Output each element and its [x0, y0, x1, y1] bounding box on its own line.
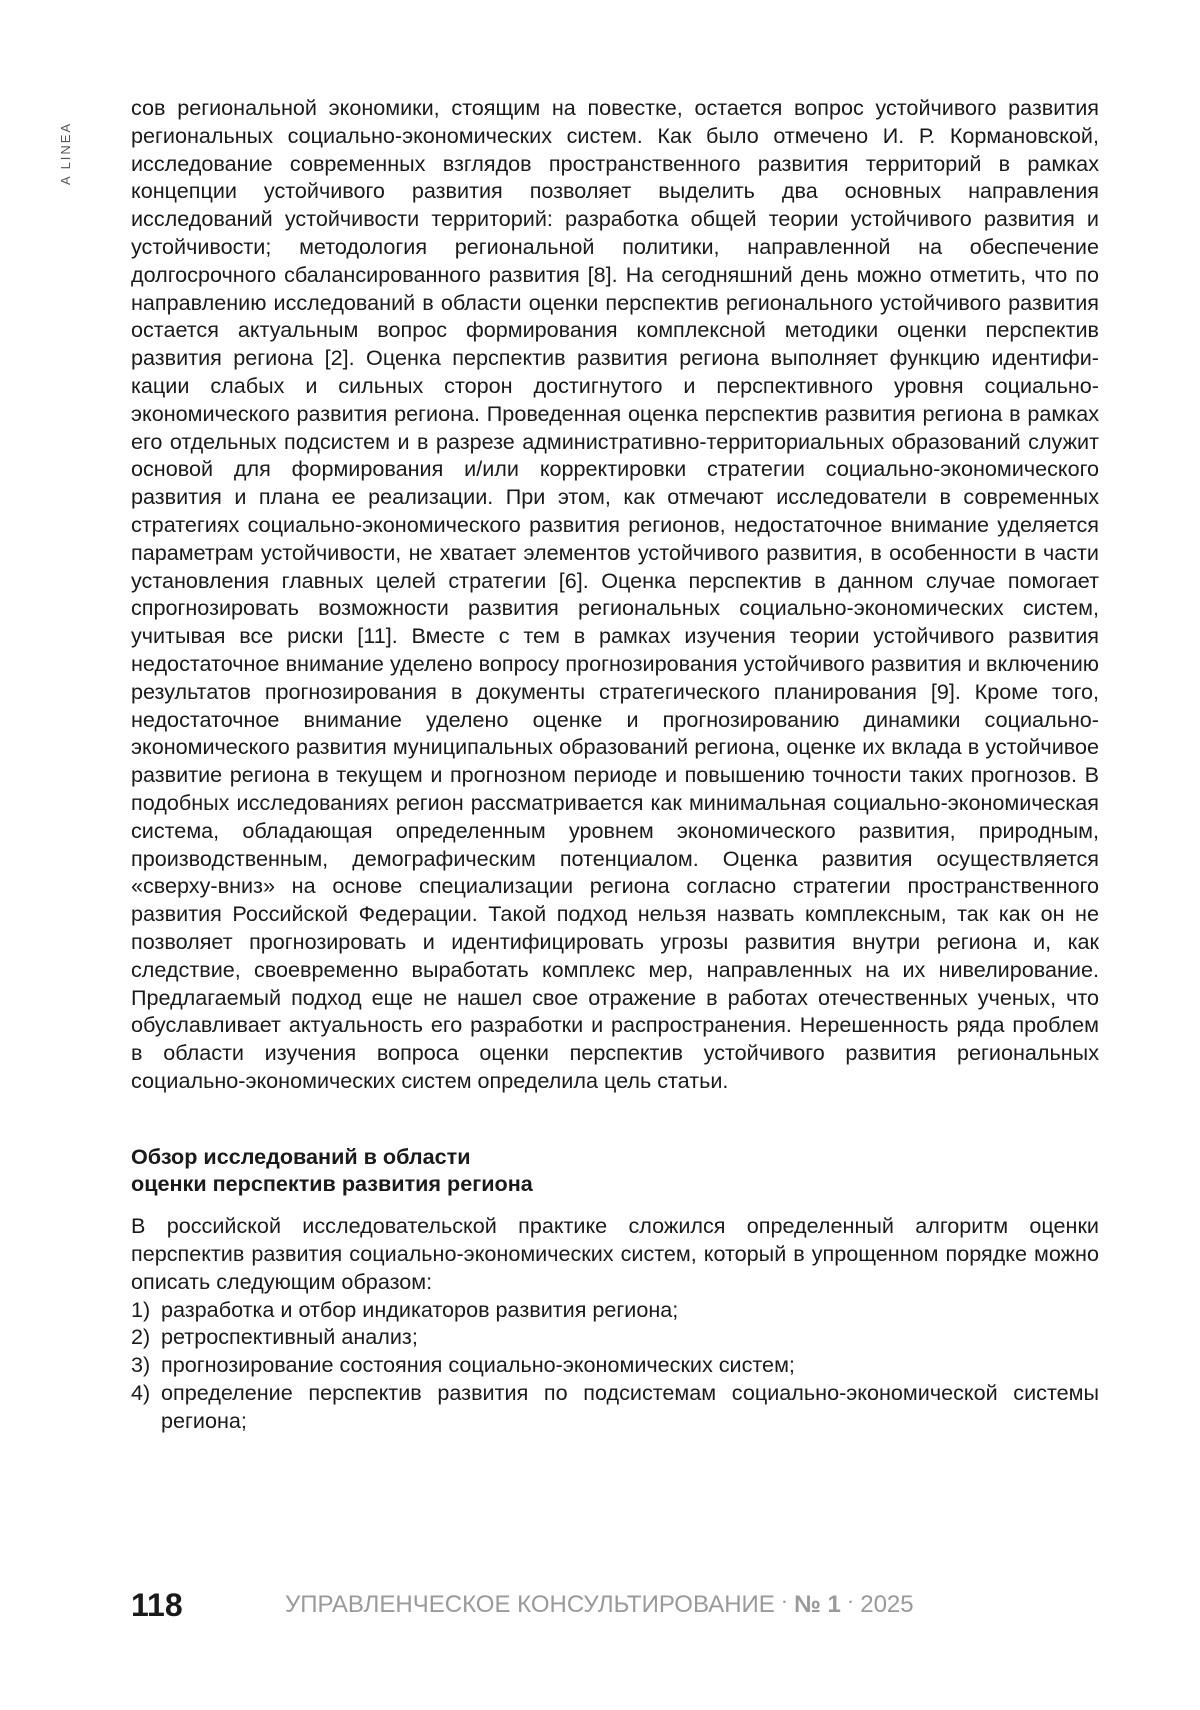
- list-item-number: 3): [131, 1352, 151, 1378]
- body-paragraph: сов региональной экономики, стоящим на повестке, остается вопрос устойчивого развития региональных социально-экономических систем. Как было отмечено И. Р. Кормановской, исследование современных взглядов пространственного развития территорий в рамках концепции устойчивого развития позволяет выделить два основных направления исследований устойчивости территорий: разработка общей теории устойчивого развития и устойчивости; методология региональной политики, направленной на обеспечение долгосрочного сбалансированного развития [8]. На сегодняшний день можно отметить, что по направлению исследований в области оценки перспектив регионального устойчивого развития остается актуальным вопрос формирования комплексной методики оценки перспектив развития региона [2]. Оценка перспектив развития региона выполняет функцию идентификации слабых и сильных сторон достигнутого и перспективного уровня социально-экономического развития региона. Проведенная оценка перспектив развития региона в рамках его отдельных подсистем и в разрезе административно-территориальных образований служит основой для формирования и/или корректировки стратегии социально-экономического развития и плана ее реализации. При этом, как отмечают исследователи в современных стратегиях социально-экономического развития регионов, недостаточное внимание уделяется параметрам устойчивости, не хватает элементов устойчивого развития, в особенности в части установления главных целей стратегии [6]. Оценка перспектив в данном случае помогает спрогнозировать возможности развития региональных социально-экономических систем, учитывая все риски [11]. Вместе с тем в рамках изучения теории устойчивого развития недостаточное внимание уделено вопросу прогнозирования устойчивого развития и включению результатов прогнозирования в документы стратегического планирования [9]. Кроме того, недостаточное внимание уделено оценке и прогнозированию динамики социально-экономического развития муниципальных образований региона, оценке их вклада в устойчивое развитие региона в текущем и прогнозном периоде и повышению точности таких прогнозов. В подобных исследованиях регион рассматривается как минимальная социально-экономическая система, обладающая определенным уровнем экономического развития, природным, производственным, демографическим потенциалом. Оценка развития осуществляется «сверху-вниз» на основе специализации региона согласно стратегии пространственного развития Российской Федерации. Такой подход нельзя назвать комплексным, так как он не позволяет прогнозировать и идентифицировать угрозы развития внутри региона и, как следствие, своевременно выработать комплекс мер, направленных на их нивелирование. Предлагаемый подход еще не нашел свое отражение в работах отечественных ученых, что обуславливает актуальность его разработки и распространения. Нерешенность ряда проблем в области изучения вопроса оценки перспектив устойчивого развития региональных социально-экономических систем определила цель статьи.: [131, 95, 1099, 1093]
- list-item: [131, 1351, 1099, 1379]
- section-heading: [131, 1143, 1099, 1199]
- issue-number: № 1: [794, 1591, 841, 1618]
- separator-dot: ·: [780, 1588, 789, 1613]
- list-item-text: прогнозирование состояния социально-экономических систем;: [161, 1352, 795, 1378]
- page-footer: [131, 1580, 1099, 1630]
- list-item-number: 1): [131, 1296, 151, 1322]
- numbered-list: [131, 1296, 1099, 1435]
- list-item-number: 2): [131, 1324, 151, 1350]
- list-item-text: определение перспектив развития по подсистемам социально-экономической системы региона;: [161, 1380, 1099, 1433]
- journal-title: УПРАВЛЕНЧЕСКОЕ КОНСУЛЬТИРОВАНИЕ: [285, 1591, 775, 1618]
- page-number: 118: [131, 1586, 183, 1623]
- list-item-number: 4): [131, 1380, 151, 1406]
- list-item-text: ретроспективный анализ;: [161, 1324, 418, 1350]
- issue-year: 2025: [860, 1591, 914, 1618]
- page-body: [131, 94, 1099, 1435]
- list-item-text: разработка и отбор индикаторов развития региона;: [161, 1296, 679, 1322]
- journal-info: [285, 1588, 914, 1619]
- list-item: [131, 1296, 1099, 1324]
- list-item: [131, 1323, 1099, 1351]
- separator-dot: ·: [846, 1588, 855, 1613]
- section-heading-line: оценки перспектив развития региона: [131, 1171, 533, 1197]
- list-item: [131, 1379, 1099, 1435]
- side-label: A LINEA: [58, 121, 73, 185]
- body-paragraph: В российской исследовательской практике сложился определенный алгоритм оценки перспектив развития социально-экономических систем, который в упрощенном порядке можно описать следующим образом:: [131, 1213, 1099, 1294]
- section-heading-line: Обзор исследований в области: [131, 1143, 471, 1169]
